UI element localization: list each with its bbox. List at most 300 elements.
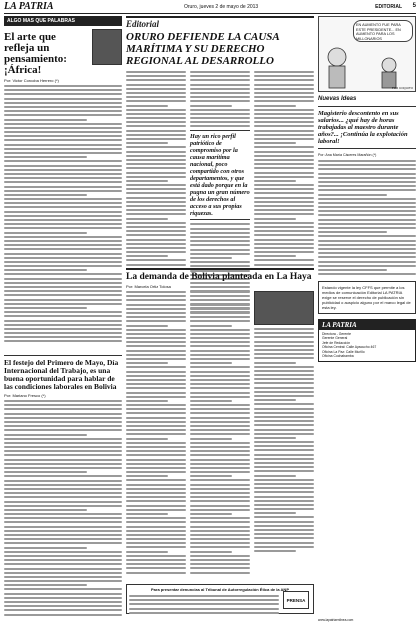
ethics-tribunal-ad: [126, 584, 314, 614]
text-line: [254, 433, 314, 435]
text-line: [4, 614, 122, 616]
text-line: [126, 222, 186, 224]
bolivia-body-col-1: [126, 291, 186, 576]
article-body: [4, 85, 122, 342]
text-line: [254, 138, 314, 140]
text-line: [254, 88, 314, 90]
text-line: [126, 247, 186, 249]
text-line: [126, 450, 186, 452]
text-line: [190, 429, 250, 431]
text-line: [4, 580, 122, 582]
text-line: [4, 114, 122, 116]
text-line: [126, 113, 186, 115]
text-line: [4, 119, 87, 121]
text-line: [190, 113, 250, 115]
right-article-byline: Por: Ana María Cáceres Marañón (*): [318, 153, 377, 157]
text-line: [126, 471, 186, 473]
text-line: [254, 163, 314, 165]
text-line: [4, 286, 122, 288]
text-line: [126, 134, 186, 136]
text-line: [190, 521, 250, 523]
text-line: [4, 421, 122, 423]
bolivia-body-col-2: [190, 291, 250, 576]
text-line: [4, 98, 122, 100]
text-line: [4, 597, 122, 599]
text-line: [254, 159, 314, 161]
text-line: [126, 176, 186, 178]
text-line: [190, 345, 250, 347]
text-line: [254, 345, 314, 347]
text-line: [126, 167, 186, 169]
text-line: [4, 534, 122, 536]
text-line: [126, 109, 186, 111]
text-line: [126, 142, 168, 144]
text-line: [126, 226, 186, 228]
text-line: [190, 534, 250, 536]
text-line: [254, 184, 314, 186]
bolivia-body-col-3: [254, 291, 314, 576]
text-line: [4, 202, 122, 204]
text-line: [190, 354, 250, 356]
text-line: [190, 383, 250, 385]
text-line: [4, 273, 122, 275]
text-line: [254, 391, 314, 393]
text-line: [318, 256, 416, 258]
text-line: [126, 201, 186, 203]
text-line: [126, 159, 186, 161]
text-line: [254, 71, 314, 73]
text-line: [254, 92, 314, 94]
text-line: [254, 332, 314, 334]
text-line: [190, 555, 250, 557]
text-line: [318, 202, 416, 204]
text-line: [126, 209, 186, 211]
text-line: [190, 526, 250, 528]
text-line: [4, 459, 122, 461]
text-line: [4, 198, 122, 200]
text-line: [126, 312, 186, 314]
text-line: [190, 350, 250, 352]
text-line: [318, 206, 416, 208]
text-line: [254, 218, 296, 220]
text-line: [254, 146, 314, 148]
text-line: [190, 232, 250, 234]
text-line: [254, 213, 314, 215]
text-line: [4, 131, 122, 133]
text-line: [190, 392, 250, 394]
text-line: [126, 308, 186, 310]
text-line: [254, 197, 314, 199]
text-line: [254, 192, 314, 194]
text-line: [126, 366, 186, 368]
text-line: [4, 509, 87, 511]
cartoon-drawing: [319, 17, 416, 92]
text-line: [126, 230, 186, 232]
text-line: [254, 475, 296, 477]
text-line: [318, 235, 416, 237]
author-photo: [92, 29, 122, 65]
law-notice: Estando vigente la ley CFFS que permite a los medios de comunicación Editorial LA PATRIA exige se reserve el derecho de publicación sin publicidad o auspicio alguno por el marco legal de esta ley.: [318, 281, 416, 314]
text-line: [4, 303, 122, 305]
right-column: [318, 16, 416, 362]
text-line: [190, 257, 232, 259]
text-line: [190, 121, 250, 123]
text-line: [126, 130, 186, 132]
masthead-line: Oficina Cochabamba: [322, 354, 354, 359]
text-line: [254, 121, 314, 123]
text-line: [126, 371, 186, 373]
text-line: [318, 223, 416, 225]
text-line: [318, 244, 416, 246]
text-line: [318, 240, 416, 242]
text-line: [4, 169, 122, 171]
page-header: [4, 2, 416, 14]
text-line: [126, 264, 186, 266]
text-line: [190, 459, 250, 461]
text-line: [4, 488, 122, 490]
text-line: [126, 259, 186, 261]
text-line: [190, 320, 250, 322]
newspaper-logo: LA PATRIA: [4, 1, 54, 12]
text-line: [4, 265, 122, 267]
cartoon-speech-bubble: EN AUMENTO FUE PARA ESTE PRESIDENTE... EN AUMENTO PARA LOS MILLONARIOS: [353, 20, 413, 42]
text-line: [4, 190, 122, 192]
text-line: [254, 255, 296, 257]
text-line: [190, 375, 250, 377]
text-line: [254, 341, 314, 343]
text-line: [126, 239, 186, 241]
text-line: [4, 336, 122, 338]
text-line: [4, 442, 122, 444]
ethics-ad-heading: Para presentar denuncias al Tribunal de Autorregulación Ética de la ANP: [151, 587, 289, 592]
page-number: 5: [412, 3, 416, 9]
text-line: [126, 205, 186, 207]
text-line: [126, 454, 186, 456]
labor-article-byline: Por: Mariano Fresco (*): [4, 393, 46, 398]
text-line: [126, 291, 186, 293]
text-line: [4, 219, 122, 221]
text-line: [126, 251, 186, 253]
text-line: [126, 100, 186, 102]
text-line: [126, 509, 186, 511]
text-line: [254, 412, 314, 414]
text-line: [190, 71, 250, 73]
text-line: [4, 450, 122, 452]
masthead-logo: LA PATRIA: [319, 320, 415, 330]
text-line: [254, 416, 314, 418]
text-line: [254, 366, 314, 368]
editorial-cartoon: [318, 16, 416, 92]
text-line: [126, 320, 186, 322]
text-line: [190, 559, 250, 561]
text-line: [126, 530, 186, 532]
text-line: [254, 500, 314, 502]
text-line: [4, 93, 122, 95]
text-line: [126, 538, 186, 540]
text-line: [254, 167, 314, 169]
text-line: [254, 105, 296, 107]
right-article-body: [318, 160, 416, 275]
text-line: [4, 576, 122, 578]
text-line: [190, 471, 250, 473]
text-line: [190, 563, 250, 565]
text-line: [126, 138, 186, 140]
editorial-column: [126, 16, 314, 264]
text-line: [254, 454, 314, 456]
text-line: [254, 205, 314, 207]
text-line: [190, 366, 250, 368]
text-line: [190, 249, 250, 251]
text-line: [4, 404, 122, 406]
text-line: [4, 194, 87, 196]
text-line: [190, 333, 250, 335]
text-line: [190, 228, 250, 230]
text-line: [190, 400, 232, 402]
text-line: [126, 341, 186, 343]
text-line: [190, 438, 232, 440]
text-line: [254, 504, 314, 506]
text-line: [190, 530, 250, 532]
text-line: [254, 521, 314, 523]
text-line: [254, 201, 314, 203]
website-url: www.lapatriaenlinea.com: [318, 618, 354, 622]
text-line: [126, 84, 186, 86]
text-line: [126, 358, 186, 360]
text-line: [4, 563, 122, 565]
text-line: [254, 155, 314, 157]
text-line: [126, 172, 186, 174]
text-line: [254, 247, 314, 249]
text-line: [190, 291, 250, 293]
text-line: [126, 329, 186, 331]
text-line: [318, 219, 416, 221]
text-line: [4, 605, 122, 607]
bolivia-author-photo: [254, 291, 314, 325]
text-line: [126, 446, 186, 448]
text-line: [126, 105, 168, 107]
text-line: [254, 349, 314, 351]
text-line: [4, 294, 122, 296]
text-line: [318, 261, 416, 263]
text-line: [4, 413, 122, 415]
text-line: [126, 337, 186, 339]
text-line: [254, 259, 314, 261]
text-line: [126, 417, 186, 419]
text-line: [4, 505, 122, 507]
text-line: [129, 599, 279, 601]
column-kicker: ALGO MAS QUE PALABRAS: [4, 16, 122, 26]
text-line: [126, 375, 186, 377]
text-line: [4, 290, 122, 292]
text-line: [254, 362, 296, 364]
text-line: [126, 412, 186, 414]
text-line: [126, 350, 186, 352]
issue-date: Oruro, jueves 2 de mayo de 2013: [184, 4, 259, 10]
text-line: [318, 273, 416, 275]
text-line: [190, 295, 250, 297]
text-line: [318, 173, 416, 175]
text-line: [190, 325, 232, 327]
text-line: [190, 450, 250, 452]
text-line: [4, 148, 122, 150]
text-line: [254, 243, 314, 245]
text-line: [190, 513, 232, 515]
text-line: [126, 521, 186, 523]
text-line: [4, 425, 122, 427]
text-line: [190, 417, 250, 419]
text-line: [126, 180, 168, 182]
text-line: [126, 572, 186, 574]
section-label: EDITORIAL: [375, 4, 402, 10]
text-line: [4, 521, 122, 523]
text-line: [254, 542, 314, 544]
text-line: [254, 234, 314, 236]
text-line: [318, 227, 416, 229]
text-line: [190, 425, 250, 427]
text-line: [190, 479, 250, 481]
text-line: [126, 125, 186, 127]
masthead-line: Oficina Central: Calle Ayacucho 467: [322, 345, 377, 350]
text-line: [126, 379, 186, 381]
text-line: [254, 546, 314, 548]
text-line: [254, 462, 314, 464]
text-line: [190, 125, 250, 127]
text-line: [190, 546, 250, 548]
text-line: [4, 526, 122, 528]
text-line: [4, 106, 122, 108]
text-line: [190, 509, 250, 511]
text-line: [126, 517, 186, 519]
text-line: [4, 206, 122, 208]
text-line: [4, 299, 122, 301]
text-line: [254, 117, 314, 119]
text-line: [4, 311, 122, 313]
text-line: [4, 446, 122, 448]
text-line: [254, 264, 314, 266]
text-line: [4, 156, 87, 158]
text-line: [126, 354, 186, 356]
text-line: [190, 484, 250, 486]
text-line: [126, 459, 186, 461]
text-line: [190, 299, 250, 301]
text-line: [254, 374, 314, 376]
text-line: [318, 231, 387, 233]
text-line: [126, 213, 186, 215]
text-line: [254, 399, 296, 401]
text-line: [190, 316, 250, 318]
text-line: [126, 463, 186, 465]
text-line: [254, 395, 314, 397]
text-line: [254, 408, 314, 410]
text-line: [254, 429, 314, 431]
text-line: [190, 358, 250, 360]
text-line: [126, 163, 186, 165]
text-line: [126, 567, 186, 569]
editorial-kicker: Editorial: [126, 16, 314, 29]
text-line: [254, 222, 314, 224]
text-line: [190, 517, 250, 519]
text-line: [190, 488, 250, 490]
text-line: [126, 75, 186, 77]
text-line: [126, 467, 186, 469]
article-byline: Por: Victor Corcoba Herrero (*): [4, 78, 59, 83]
text-line: [126, 151, 186, 153]
text-line: [254, 516, 314, 518]
text-line: [254, 525, 314, 527]
text-line: [4, 530, 122, 532]
text-line: [4, 601, 122, 603]
text-line: [4, 400, 122, 402]
text-line: [318, 252, 416, 254]
text-line: [190, 117, 250, 119]
text-line: [126, 421, 186, 423]
text-line: [254, 470, 314, 472]
bolivia-article: [126, 268, 314, 488]
text-line: [126, 316, 186, 318]
text-line: [190, 244, 250, 246]
text-line: [254, 100, 314, 102]
text-line: [254, 387, 314, 389]
text-line: [126, 383, 186, 385]
text-line: [126, 117, 186, 119]
text-line: [4, 454, 122, 456]
text-line: [126, 513, 168, 515]
text-line: [190, 551, 232, 553]
text-line: [4, 248, 122, 250]
text-line: [126, 197, 186, 199]
text-line: [190, 421, 250, 423]
text-line: [254, 353, 314, 355]
text-line: [4, 542, 122, 544]
text-line: [254, 226, 314, 228]
text-line: [190, 454, 250, 456]
editorial-title: ORURO DEFIENDE LA CAUSA MARÍTIMA Y SU DERECHO REGIONAL AL DESARROLLO: [126, 31, 280, 67]
text-line: [4, 173, 122, 175]
text-line: [190, 442, 250, 444]
text-line: [126, 396, 186, 398]
text-line: [190, 253, 250, 255]
text-line: [190, 312, 250, 314]
text-line: [190, 105, 232, 107]
text-line: [190, 362, 232, 364]
text-line: [4, 559, 122, 561]
text-line: [254, 483, 314, 485]
right-article-title: Magisterio descontento en sus salarios... ¿qué hay de horas trabajadas al maestro durante años?... ¡Continúa la explotación laboral!: [318, 106, 416, 149]
text-line: [254, 251, 314, 253]
text-line: [254, 537, 314, 539]
text-line: [4, 320, 122, 322]
text-line: [126, 555, 186, 557]
text-line: [254, 209, 314, 211]
text-line: [126, 387, 186, 389]
text-line: [4, 340, 122, 342]
text-line: [4, 139, 122, 141]
text-line: [254, 550, 296, 552]
text-line: [126, 442, 186, 444]
text-line: [126, 243, 186, 245]
text-line: [190, 337, 250, 339]
text-line: [4, 568, 122, 570]
text-line: [318, 210, 416, 212]
text-line: [254, 180, 296, 182]
text-line: [4, 547, 87, 549]
text-line: [254, 142, 296, 144]
masthead-line: Jefe de Redacción: [322, 340, 351, 345]
text-line: [126, 563, 186, 565]
text-line: [190, 396, 250, 398]
text-line: [190, 236, 250, 238]
text-line: [4, 438, 122, 440]
